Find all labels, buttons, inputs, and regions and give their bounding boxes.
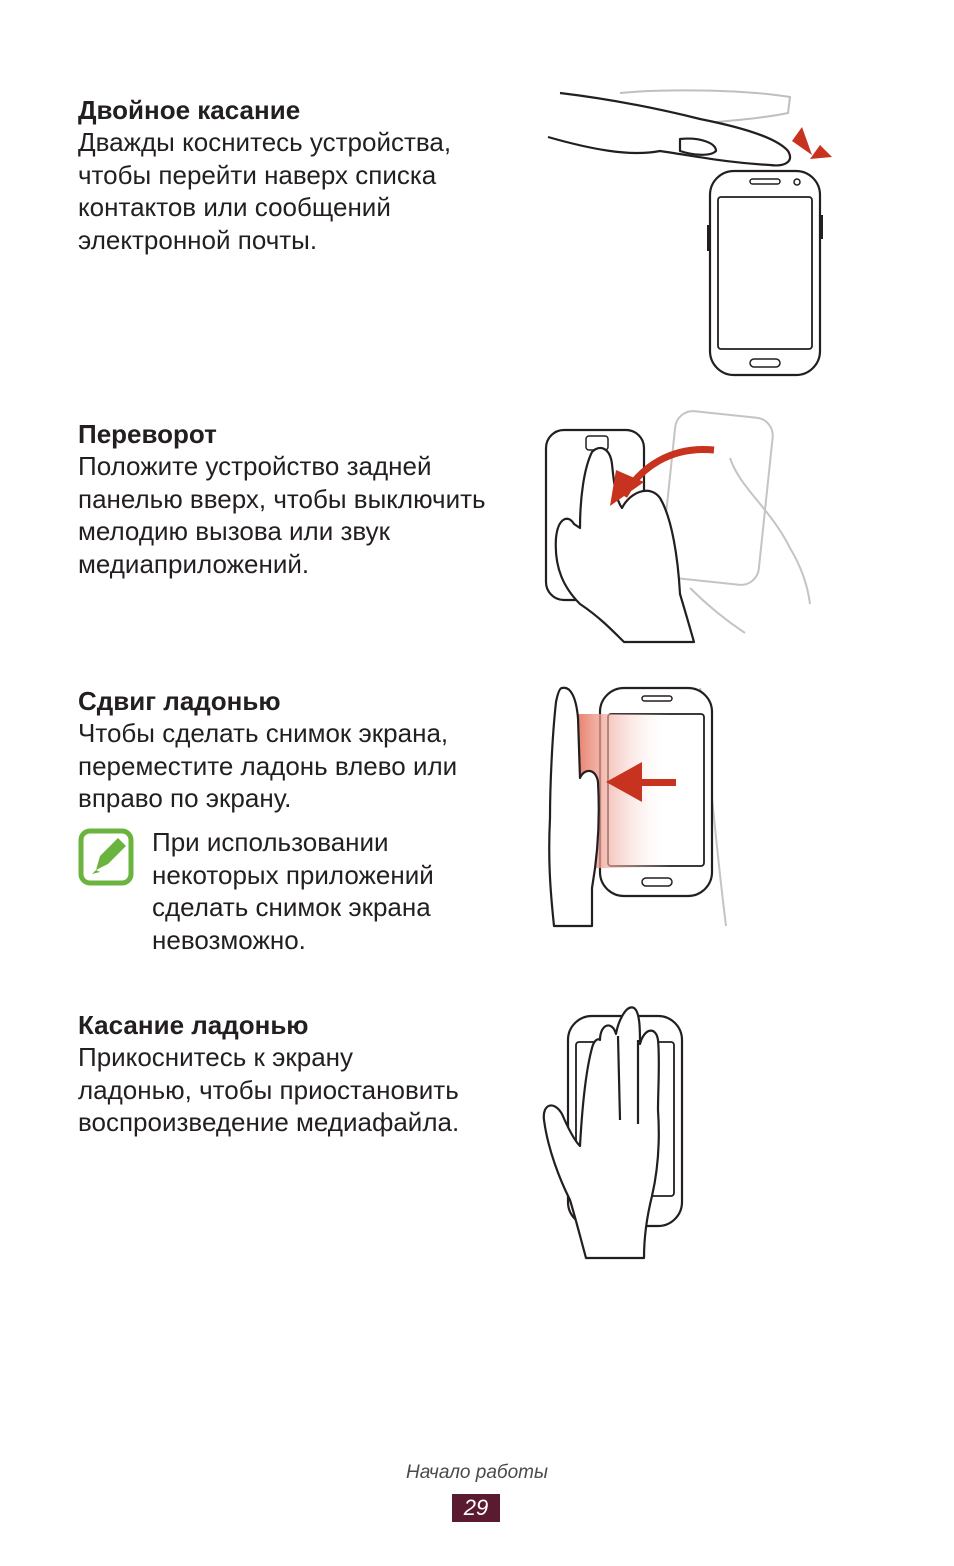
note-text-line: сделать снимок экрана	[152, 892, 431, 922]
section-text-line: контактов или сообщений	[78, 192, 391, 222]
section-text-line: ладонью, чтобы приостановить	[78, 1074, 459, 1105]
note-text-line: При использовании	[152, 827, 389, 857]
section-turn-over	[78, 418, 498, 580]
section-palm-touch	[78, 1009, 498, 1139]
footer-chapter-title: Начало работы	[406, 1462, 548, 1483]
note-pencil-icon	[78, 828, 134, 886]
note-text	[152, 826, 492, 956]
section-title: Двойное касание	[78, 95, 301, 125]
section-text-line: панелью вверх, чтобы выключить	[78, 483, 486, 514]
section-text-line: Чтобы сделать снимок экрана,	[78, 718, 449, 748]
section-double-tap	[78, 94, 498, 256]
section-text-line: Дважды коснитесь устройства,	[78, 127, 452, 157]
note-text-line: невозможно.	[152, 924, 306, 955]
section-title: Сдвиг ладонью	[78, 686, 281, 716]
section-text-line: мелодию вызова или звук	[78, 516, 391, 546]
section-text-line: медиаприложений.	[78, 548, 310, 579]
section-text-line: переместите ладонь влево или	[78, 750, 458, 781]
turn-over-illustration	[540, 408, 820, 648]
section-title: Переворот	[78, 419, 217, 449]
section-text-line: Прикоснитесь к экрану	[78, 1042, 354, 1072]
section-text-line: электронной почты.	[78, 224, 318, 255]
section-text-line: воспроизведение медиафайла.	[78, 1107, 460, 1137]
section-text-line: Положите устройство задней	[78, 451, 432, 481]
note-text-line: некоторых приложений	[152, 859, 434, 890]
double-tap-illustration	[540, 85, 840, 385]
palm-swipe-illustration	[540, 678, 740, 930]
section-text-line: вправо по экрану.	[78, 783, 292, 813]
section-text-line: чтобы перейти наверх списка	[78, 159, 437, 190]
page-number-badge: 29	[452, 1494, 500, 1522]
palm-touch-illustration	[540, 1000, 700, 1260]
section-palm-swipe	[78, 685, 498, 815]
section-title: Касание ладонью	[78, 1010, 309, 1040]
